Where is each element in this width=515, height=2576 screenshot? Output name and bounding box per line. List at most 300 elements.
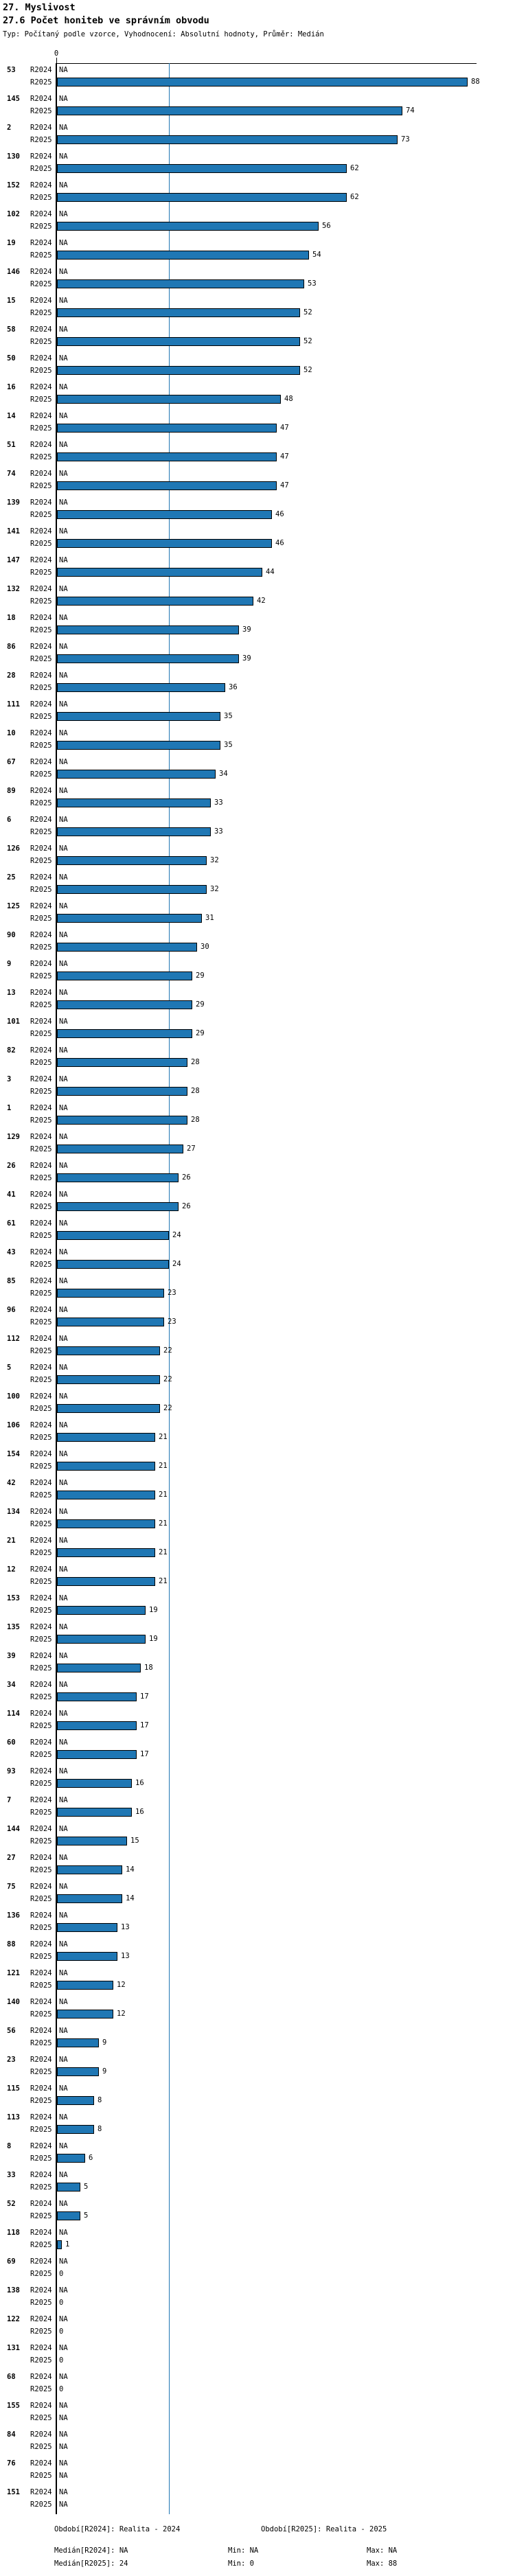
r2024-value-label: NA — [59, 1854, 68, 1862]
r2024-value-label: NA — [59, 758, 68, 766]
r2024-row-label: R2024 — [30, 95, 52, 103]
r2024-value-label: NA — [59, 1104, 68, 1112]
r2025-row-label: R2025 — [30, 2154, 52, 2163]
r2025-value-label: 19 — [149, 1635, 158, 1643]
r2025-row-label: R2025 — [30, 1895, 52, 1903]
r2024-row-label: R2024 — [30, 1767, 52, 1775]
r2025-row-label: R2025 — [30, 799, 52, 807]
group-id-label: 131 — [7, 2344, 20, 2352]
r2024-row-label: R2024 — [30, 729, 52, 737]
r2024-row-label: R2024 — [30, 1450, 52, 1458]
r2025-bar — [57, 1837, 127, 1845]
r2025-row-label: R2025 — [30, 1520, 52, 1528]
r2025-row-label: R2025 — [30, 1635, 52, 1644]
r2024-value-label: NA — [59, 1565, 68, 1574]
r2025-value-label: 16 — [135, 1779, 144, 1787]
r2024-row-label: R2024 — [30, 931, 52, 939]
r2024-value-label: NA — [59, 1623, 68, 1631]
r2025-row-label: R2025 — [30, 1751, 52, 1759]
r2025-row-label: R2025 — [30, 1145, 52, 1153]
group-id-label: 43 — [7, 1248, 16, 1256]
r2025-value-label: 26 — [182, 1202, 191, 1210]
r2025-value-label: 47 — [280, 481, 289, 490]
r2025-value-label: 28 — [191, 1058, 200, 1066]
r2024-value-label: NA — [59, 816, 68, 824]
group-id-label: 15 — [7, 297, 16, 305]
group-id-label: 6 — [7, 816, 12, 824]
r2024-row-label: R2024 — [30, 1623, 52, 1631]
r2025-value-label: 29 — [196, 1000, 205, 1009]
r2025-row-label: R2025 — [30, 2183, 52, 2192]
axis-zero-label: 0 — [54, 49, 59, 58]
r2025-row-label: R2025 — [30, 1405, 52, 1413]
r2024-row-label: R2024 — [30, 816, 52, 824]
r2024-row-label: R2024 — [30, 2315, 52, 2323]
r2024-row-label: R2024 — [30, 2402, 52, 2410]
r2025-row-label: R2025 — [30, 511, 52, 519]
r2024-value-label: NA — [59, 1825, 68, 1833]
group-id-label: 27 — [7, 1854, 16, 1862]
r2025-value-label: 23 — [168, 1318, 176, 1326]
r2024-value-label: NA — [59, 210, 68, 218]
r2024-value-label: NA — [59, 1306, 68, 1314]
r2025-row-label: R2025 — [30, 1261, 52, 1269]
r2025-row-label: R2025 — [30, 886, 52, 894]
r2024-value-label: NA — [59, 1133, 68, 1141]
r2024-row-label: R2024 — [30, 1681, 52, 1689]
group-id-label: 5 — [7, 1364, 12, 1372]
chapter-title: 27. Myslivost — [3, 2, 76, 13]
group-id-label: 76 — [7, 2459, 16, 2468]
r2024-row-label: R2024 — [30, 181, 52, 189]
r2024-value-label: NA — [59, 2171, 68, 2179]
r2025-row-label: R2025 — [30, 770, 52, 779]
r2025-row-label: R2025 — [30, 857, 52, 865]
r2024-row-label: R2024 — [30, 2430, 52, 2439]
group-id-label: 147 — [7, 556, 20, 564]
r2025-row-label: R2025 — [30, 1289, 52, 1298]
r2024-row-label: R2024 — [30, 2286, 52, 2295]
group-id-label: 69 — [7, 2257, 16, 2266]
r2024-value-label: NA — [59, 556, 68, 564]
r2025-row-label: R2025 — [30, 1116, 52, 1125]
r2024-row-label: R2024 — [30, 66, 52, 74]
r2024-row-label: R2024 — [30, 2257, 52, 2266]
r2025-bar — [57, 135, 398, 144]
r2025-value-label: 26 — [182, 1173, 191, 1182]
r2025-row-label: R2025 — [30, 2327, 52, 2336]
r2025-row-label: R2025 — [30, 1981, 52, 1990]
r2025-bar — [57, 1664, 141, 1672]
r2025-value-label: 17 — [140, 1692, 149, 1701]
group-id-label: 122 — [7, 2315, 20, 2323]
r2024-value-label: NA — [59, 95, 68, 103]
r2025-bar — [57, 539, 272, 548]
group-id-label: 13 — [7, 989, 16, 997]
r2024-row-label: R2024 — [30, 354, 52, 363]
r2025-value-label: 9 — [102, 2067, 107, 2075]
r2024-value-label: NA — [59, 1940, 68, 1948]
r2025-bar — [57, 1635, 146, 1644]
r2025-bar — [57, 943, 197, 952]
r2024-value-label: NA — [59, 873, 68, 882]
r2025-value-label: 88 — [471, 78, 480, 86]
r2025-value-label: 52 — [304, 308, 312, 317]
r2025-row-label: R2025 — [30, 367, 52, 375]
group-id-label: 113 — [7, 2113, 20, 2121]
r2025-bar — [57, 1087, 187, 1096]
r2025-row-label: R2025 — [30, 655, 52, 663]
r2024-row-label: R2024 — [30, 1652, 52, 1660]
r2024-row-label: R2024 — [30, 671, 52, 680]
legend-min-r2025: Min: 0 — [228, 2560, 254, 2568]
group-id-label: 61 — [7, 1219, 16, 1228]
r2025-value-label: 21 — [159, 1577, 168, 1585]
r2025-row-label: R2025 — [30, 828, 52, 836]
group-id-label: 125 — [7, 902, 20, 910]
r2025-value-label: 0 — [59, 2356, 64, 2365]
r2025-row-label: R2025 — [30, 2356, 52, 2365]
r2024-value-label: NA — [59, 787, 68, 795]
r2025-value-label: 21 — [159, 1433, 168, 1441]
group-id-label: 155 — [7, 2402, 20, 2410]
group-id-label: 96 — [7, 1306, 16, 1314]
group-id-label: 146 — [7, 268, 20, 276]
r2025-value-label: 21 — [159, 1548, 168, 1556]
r2025-value-label: 52 — [304, 337, 312, 345]
r2024-value-label: NA — [59, 2430, 68, 2439]
r2025-row-label: R2025 — [30, 453, 52, 461]
r2024-row-label: R2024 — [30, 2056, 52, 2064]
r2024-row-label: R2024 — [30, 2229, 52, 2237]
r2025-value-label: 47 — [280, 424, 289, 432]
r2024-row-label: R2024 — [30, 1710, 52, 1718]
group-id-label: 141 — [7, 527, 20, 536]
r2024-row-label: R2024 — [30, 1940, 52, 1948]
r2025-value-label: 52 — [304, 366, 312, 374]
r2025-value-label: 0 — [59, 2327, 64, 2336]
r2024-value-label: NA — [59, 1046, 68, 1055]
r2024-row-label: R2024 — [30, 1969, 52, 1977]
group-id-label: 7 — [7, 1796, 12, 1804]
r2025-row-label: R2025 — [30, 78, 52, 87]
group-id-label: 8 — [7, 2142, 12, 2150]
group-id-label: 151 — [7, 2488, 20, 2496]
r2025-value-label: 33 — [214, 827, 223, 836]
r2025-value-label: 28 — [191, 1087, 200, 1095]
r2025-bar — [57, 1894, 122, 1903]
r2025-value-label: 13 — [121, 1952, 130, 1960]
legend-min-r2024: Min: NA — [228, 2546, 259, 2555]
r2025-bar — [57, 222, 319, 231]
r2025-row-label: R2025 — [30, 2010, 52, 2019]
r2024-value-label: NA — [59, 2142, 68, 2150]
r2024-row-label: R2024 — [30, 585, 52, 593]
r2024-value-label: NA — [59, 729, 68, 737]
r2025-value-label: 62 — [350, 193, 359, 201]
r2024-value-label: NA — [59, 470, 68, 478]
group-id-label: 100 — [7, 1392, 20, 1401]
r2025-row-label: R2025 — [30, 1232, 52, 1240]
r2025-row-label: R2025 — [30, 2039, 52, 2047]
r2024-value-label: NA — [59, 671, 68, 680]
r2025-value-label: 48 — [284, 395, 293, 403]
group-id-label: 58 — [7, 325, 16, 334]
r2025-row-label: R2025 — [30, 1780, 52, 1788]
r2024-row-label: R2024 — [30, 2373, 52, 2381]
r2025-value-label: 44 — [266, 568, 275, 576]
r2025-bar — [57, 1433, 155, 1442]
r2025-bar — [57, 1606, 146, 1615]
group-id-label: 28 — [7, 671, 16, 680]
group-id-label: 52 — [7, 2200, 16, 2208]
group-id-label: 139 — [7, 498, 20, 507]
r2025-value-label: 22 — [163, 1346, 172, 1355]
r2024-row-label: R2024 — [30, 152, 52, 161]
r2025-value-label: 32 — [210, 856, 219, 864]
r2024-value-label: NA — [59, 2257, 68, 2266]
r2024-value-label: NA — [59, 1738, 68, 1747]
r2024-row-label: R2024 — [30, 1191, 52, 1199]
group-id-label: 102 — [7, 210, 20, 218]
r2024-value-label: NA — [59, 1364, 68, 1372]
group-id-label: 140 — [7, 1998, 20, 2006]
group-id-label: 33 — [7, 2171, 16, 2179]
r2025-value-label: NA — [59, 2500, 68, 2509]
r2025-row-label: R2025 — [30, 1953, 52, 1961]
group-id-label: 136 — [7, 1911, 20, 1920]
r2024-value-label: NA — [59, 960, 68, 968]
axis-top-line — [56, 63, 477, 64]
r2024-row-label: R2024 — [30, 758, 52, 766]
r2025-value-label: 18 — [144, 1664, 153, 1672]
group-id-label: 153 — [7, 1594, 20, 1602]
group-id-label: 101 — [7, 1017, 20, 1026]
r2024-value-label: NA — [59, 1075, 68, 1083]
r2024-value-label: NA — [59, 2286, 68, 2295]
r2025-bar — [57, 1808, 132, 1817]
r2024-row-label: R2024 — [30, 210, 52, 218]
r2025-value-label: 21 — [159, 1462, 168, 1470]
r2025-row-label: R2025 — [30, 2414, 52, 2422]
r2024-value-label: NA — [59, 643, 68, 651]
r2025-row-label: R2025 — [30, 1693, 52, 1701]
r2024-value-label: NA — [59, 1796, 68, 1804]
r2025-bar — [57, 1058, 187, 1067]
r2024-value-label: NA — [59, 2229, 68, 2237]
r2025-bar — [57, 1577, 155, 1586]
r2025-row-label: R2025 — [30, 1607, 52, 1615]
r2025-row-label: R2025 — [30, 1203, 52, 1211]
r2025-value-label: NA — [59, 2443, 68, 2451]
r2025-row-label: R2025 — [30, 1924, 52, 1932]
group-id-label: 67 — [7, 758, 16, 766]
r2025-row-label: R2025 — [30, 2472, 52, 2480]
r2024-value-label: NA — [59, 2084, 68, 2093]
r2025-row-label: R2025 — [30, 2385, 52, 2393]
r2025-row-label: R2025 — [30, 165, 52, 173]
r2024-value-label: NA — [59, 614, 68, 622]
r2025-row-label: R2025 — [30, 338, 52, 346]
group-id-label: 86 — [7, 643, 16, 651]
group-id-label: 145 — [7, 95, 20, 103]
r2025-row-label: R2025 — [30, 309, 52, 317]
r2024-row-label: R2024 — [30, 1825, 52, 1833]
group-id-label: 60 — [7, 1738, 16, 1747]
r2024-row-label: R2024 — [30, 1594, 52, 1602]
group-id-label: 112 — [7, 1335, 20, 1343]
r2025-value-label: 32 — [210, 885, 219, 893]
r2025-bar — [57, 625, 239, 634]
r2025-bar — [57, 337, 300, 346]
r2024-row-label: R2024 — [30, 1364, 52, 1372]
legend-period-r2025: Období[R2025]: Realita - 2025 — [261, 2525, 387, 2533]
r2025-value-label: 1 — [65, 2240, 70, 2249]
r2025-value-label: 39 — [242, 654, 251, 663]
r2025-bar — [57, 193, 347, 202]
group-id-label: 118 — [7, 2229, 20, 2237]
r2024-value-label: NA — [59, 412, 68, 420]
r2025-value-label: 22 — [163, 1375, 172, 1383]
r2024-row-label: R2024 — [30, 2084, 52, 2093]
r2024-row-label: R2024 — [30, 2027, 52, 2035]
r2024-value-label: NA — [59, 2200, 68, 2208]
r2024-value-label: NA — [59, 1969, 68, 1977]
r2025-bar — [57, 308, 300, 317]
r2025-bar — [57, 424, 277, 433]
r2025-value-label: 73 — [401, 135, 410, 143]
r2024-row-label: R2024 — [30, 1854, 52, 1862]
r2024-value-label: NA — [59, 239, 68, 247]
r2025-row-label: R2025 — [30, 1376, 52, 1384]
group-id-label: 21 — [7, 1537, 16, 1545]
r2024-value-label: NA — [59, 989, 68, 997]
group-id-label: 9 — [7, 960, 12, 968]
r2025-value-label: 9 — [102, 2038, 107, 2047]
r2024-row-label: R2024 — [30, 1998, 52, 2006]
r2025-bar — [57, 366, 300, 375]
r2024-row-label: R2024 — [30, 325, 52, 334]
r2025-bar — [57, 2240, 62, 2249]
r2025-bar — [57, 2154, 85, 2163]
r2025-value-label: 53 — [308, 279, 317, 288]
r2025-bar — [57, 885, 207, 894]
r2025-row-label: R2025 — [30, 2068, 52, 2076]
group-id-label: 152 — [7, 181, 20, 189]
group-id-label: 82 — [7, 1046, 16, 1055]
r2025-bar — [57, 2010, 113, 2019]
r2024-row-label: R2024 — [30, 1421, 52, 1429]
r2025-row-label: R2025 — [30, 1088, 52, 1096]
group-id-label: 154 — [7, 1450, 20, 1458]
r2024-row-label: R2024 — [30, 412, 52, 420]
r2024-value-label: NA — [59, 1710, 68, 1718]
r2025-row-label: R2025 — [30, 568, 52, 577]
r2025-row-label: R2025 — [30, 1578, 52, 1586]
r2024-row-label: R2024 — [30, 2344, 52, 2352]
r2024-value-label: NA — [59, 2402, 68, 2410]
r2025-bar — [57, 683, 225, 692]
r2025-value-label: 24 — [172, 1260, 181, 1268]
r2025-bar — [57, 597, 253, 606]
r2024-value-label: NA — [59, 844, 68, 853]
r2024-row-label: R2024 — [30, 2113, 52, 2121]
r2025-value-label: 47 — [280, 452, 289, 461]
r2025-bar — [57, 798, 211, 807]
group-id-label: 89 — [7, 787, 16, 795]
r2024-value-label: NA — [59, 1219, 68, 1228]
legend-max-r2025: Max: 88 — [367, 2560, 398, 2568]
r2025-value-label: 74 — [406, 106, 415, 115]
r2025-row-label: R2025 — [30, 2500, 52, 2509]
group-id-label: 106 — [7, 1421, 20, 1429]
r2024-row-label: R2024 — [30, 1162, 52, 1170]
r2024-row-label: R2024 — [30, 498, 52, 507]
r2025-bar — [57, 1548, 155, 1557]
axis-left-line — [56, 63, 57, 2514]
group-id-label: 134 — [7, 1508, 20, 1516]
r2024-value-label: NA — [59, 1421, 68, 1429]
r2025-row-label: R2025 — [30, 251, 52, 260]
r2025-value-label: 21 — [159, 1519, 168, 1528]
r2025-bar — [57, 2125, 94, 2134]
r2025-bar — [57, 914, 202, 923]
r2024-row-label: R2024 — [30, 614, 52, 622]
r2025-row-label: R2025 — [30, 713, 52, 721]
r2024-value-label: NA — [59, 2488, 68, 2496]
r2025-bar — [57, 568, 262, 577]
r2025-value-label: 30 — [201, 943, 209, 951]
r2024-value-label: NA — [59, 1392, 68, 1401]
group-id-label: 41 — [7, 1191, 16, 1199]
group-id-label: 114 — [7, 1710, 20, 1718]
group-id-label: 2 — [7, 124, 12, 132]
r2024-row-label: R2024 — [30, 1017, 52, 1026]
r2025-row-label: R2025 — [30, 1837, 52, 1845]
r2024-value-label: NA — [59, 1450, 68, 1458]
group-id-label: 144 — [7, 1825, 20, 1833]
group-id-label: 25 — [7, 873, 16, 882]
r2025-row-label: R2025 — [30, 540, 52, 548]
r2025-bar — [57, 1491, 155, 1499]
r2025-bar — [57, 1116, 187, 1125]
r2025-bar — [57, 251, 309, 260]
r2025-value-label: 27 — [187, 1145, 196, 1153]
r2024-value-label: NA — [59, 1594, 68, 1602]
r2024-row-label: R2024 — [30, 297, 52, 305]
r2024-row-label: R2024 — [30, 1133, 52, 1141]
r2025-row-label: R2025 — [30, 2241, 52, 2249]
r2025-bar — [57, 106, 402, 115]
r2025-bar — [57, 1692, 137, 1701]
r2025-row-label: R2025 — [30, 107, 52, 115]
r2025-value-label: 6 — [89, 2154, 93, 2162]
r2025-value-label: 19 — [149, 1606, 158, 1614]
r2024-value-label: NA — [59, 1911, 68, 1920]
r2024-value-label: NA — [59, 1248, 68, 1256]
r2024-row-label: R2024 — [30, 124, 52, 132]
r2025-bar — [57, 1462, 155, 1471]
r2025-value-label: 21 — [159, 1491, 168, 1499]
r2025-value-label: 5 — [84, 2183, 89, 2191]
r2025-bar — [57, 1346, 160, 1355]
r2025-row-label: R2025 — [30, 1722, 52, 1730]
r2024-row-label: R2024 — [30, 383, 52, 391]
r2025-value-label: 0 — [59, 2299, 64, 2307]
r2025-row-label: R2025 — [30, 194, 52, 202]
r2024-value-label: NA — [59, 66, 68, 74]
r2025-bar — [57, 1289, 164, 1298]
